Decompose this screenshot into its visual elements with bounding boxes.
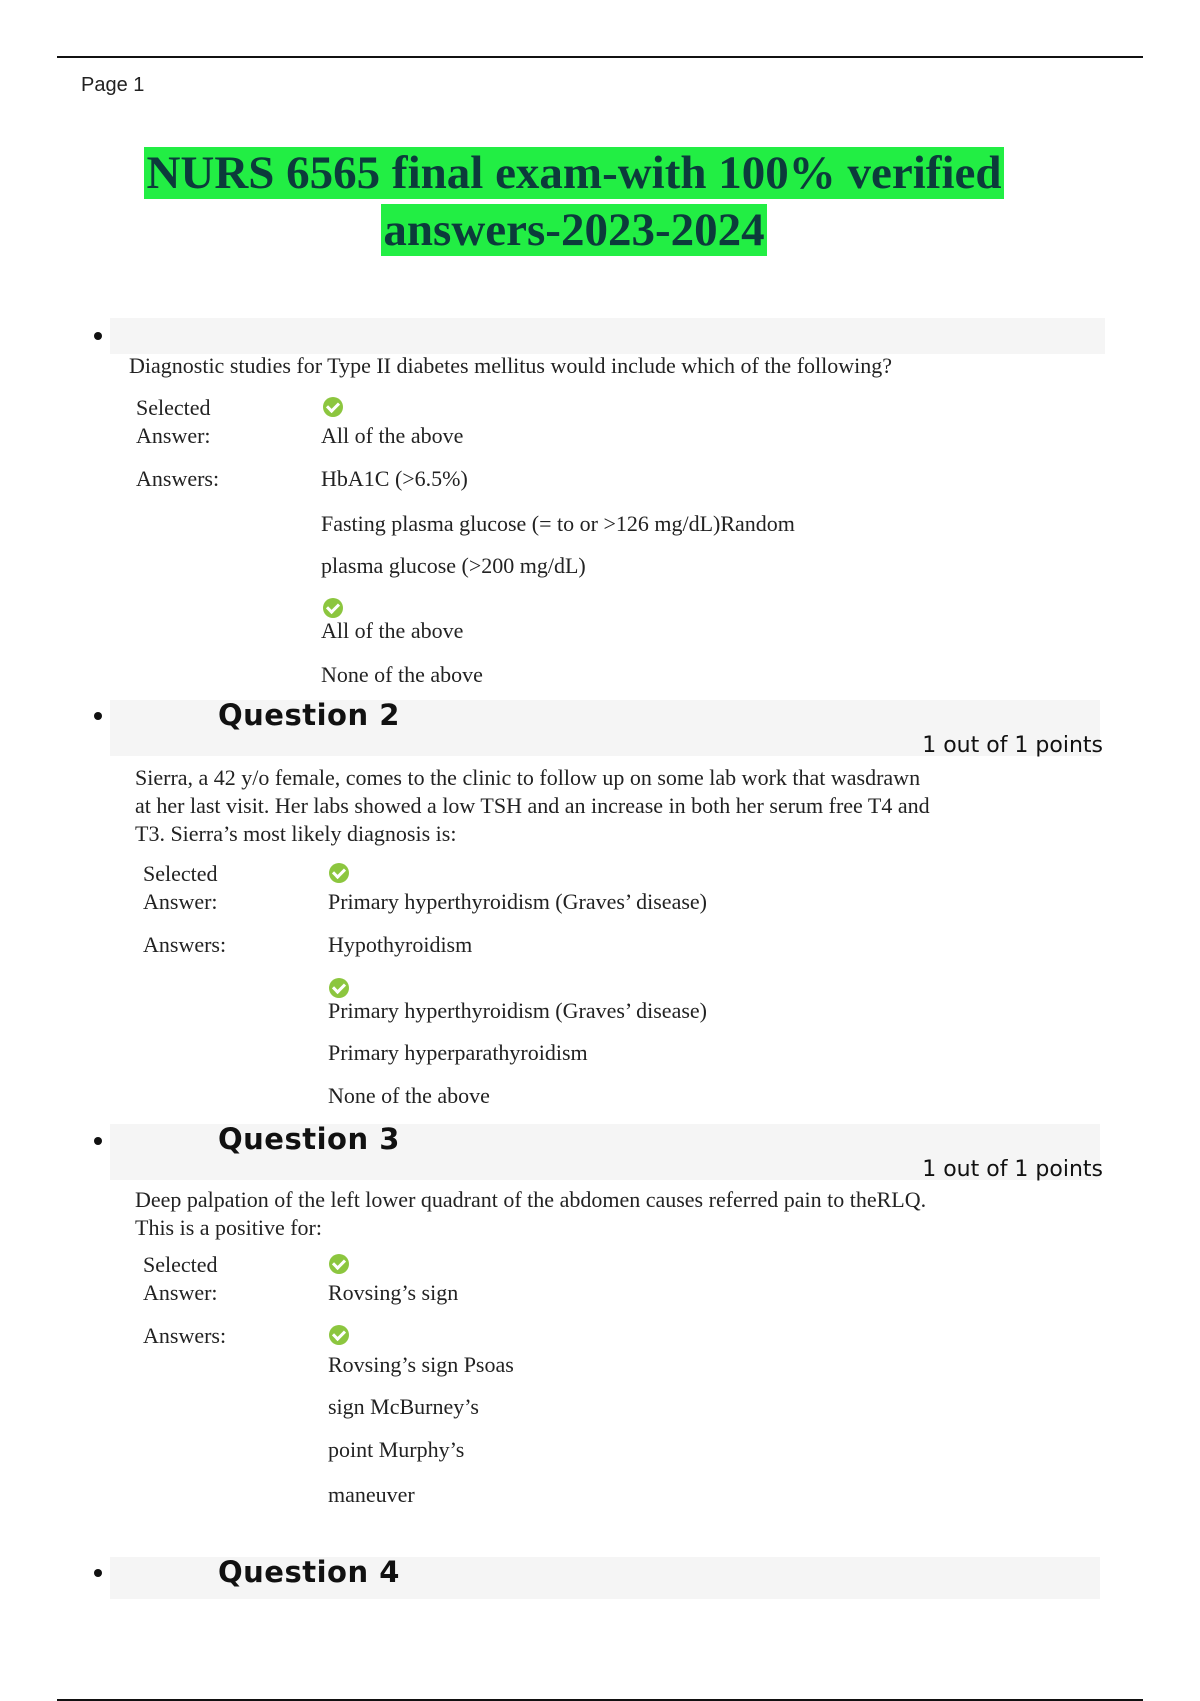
- check-circle-icon: [329, 1325, 349, 1345]
- title-line-1: NURS 6565 final exam-with 100% verified: [146, 147, 1002, 199]
- q2-answer-option: Primary hyperparathyroidism: [328, 1040, 588, 1065]
- question-2-points: 1 out of 1 points: [922, 733, 1103, 758]
- q1-answer-option: None of the above: [321, 662, 483, 687]
- question-2-text-line: at her last visit. Her labs showed a low TSH and an increase in both her serum free T4 and: [135, 793, 930, 818]
- title-line-2: answers-2023-2024: [383, 204, 765, 256]
- q2-selected-answer: Primary hyperthyroidism (Graves’ disease): [328, 889, 707, 914]
- check-circle-icon: [323, 397, 343, 417]
- q3-answers-label: Answers:: [143, 1323, 227, 1348]
- q1-selected-answer: All of the above: [321, 423, 464, 448]
- q2-answer-option-correct: Primary hyperthyroidism (Graves’ disease): [328, 998, 707, 1023]
- question-3-heading: Question 3: [218, 1122, 400, 1156]
- q3-selected-answer: Rovsing’s sign: [328, 1280, 459, 1305]
- check-circle-icon: [329, 863, 349, 883]
- q2-answer-option: Hypothyroidism: [328, 932, 473, 957]
- page-label: Page 1: [81, 74, 145, 96]
- question-4-heading: Question 4: [218, 1555, 400, 1589]
- question-2-bullet: [94, 712, 102, 720]
- check-circle-icon: [329, 1254, 349, 1274]
- q3-answer-label: Answer:: [143, 1280, 218, 1305]
- question-2-text-line: Sierra, a 42 y/o female, comes to the clinic to follow up on some lab work that wasdrawn: [135, 765, 921, 790]
- q2-answer-option: None of the above: [328, 1083, 490, 1108]
- q1-selected-label: Selected: [136, 395, 211, 420]
- q3-answer-option: Rovsing’s sign Psoas: [328, 1352, 514, 1377]
- question-3-text-line: This is a positive for:: [135, 1215, 322, 1240]
- question-1-bullet: [94, 332, 102, 340]
- question-3-bullet: [94, 1137, 102, 1145]
- q1-answer-option: plasma glucose (>200 mg/dL): [321, 553, 586, 578]
- question-3-points: 1 out of 1 points: [922, 1157, 1103, 1182]
- q3-answer-option: sign McBurney’s: [328, 1394, 479, 1419]
- question-1-text: Diagnostic studies for Type II diabetes mellitus would include which of the following?: [129, 353, 893, 378]
- top-rule: [57, 56, 1143, 58]
- question-2-heading: Question 2: [218, 698, 400, 732]
- q2-answers-label: Answers:: [143, 932, 227, 957]
- question-4-bullet: [94, 1569, 102, 1577]
- q1-answer-option: Fasting plasma glucose (= to or >126 mg/dL)Random: [321, 511, 795, 536]
- q2-selected-label: Selected: [143, 861, 218, 886]
- q1-answer-label: Answer:: [136, 423, 211, 448]
- q2-answer-label: Answer:: [143, 889, 218, 914]
- question-3-text-line: Deep palpation of the left lower quadrant of the abdomen causes referred pain to theRLQ.: [135, 1187, 927, 1212]
- question-1-header-band: [110, 318, 1105, 354]
- q1-answer-option: HbA1C (>6.5%): [321, 466, 468, 491]
- check-circle-icon: [323, 598, 343, 618]
- document-title: [0, 145, 1148, 259]
- q1-answers-label: Answers:: [136, 466, 220, 491]
- q3-answer-option: maneuver: [328, 1482, 415, 1507]
- q1-answer-option-correct: All of the above: [321, 618, 464, 643]
- question-2-text-line: T3. Sierra’s most likely diagnosis is:: [135, 821, 457, 846]
- q3-answer-option: point Murphy’s: [328, 1437, 465, 1462]
- check-circle-icon: [329, 978, 349, 998]
- q3-selected-label: Selected: [143, 1252, 218, 1277]
